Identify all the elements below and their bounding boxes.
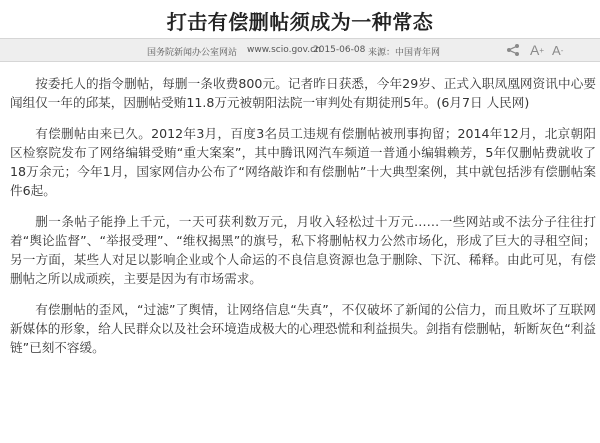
- article-paragraph: 有偿删帖的歪风，“过滤”了舆情，让网络信息“失真”，不仅破坏了新闻的公信力，而且败坏了互联网新媒体的形象，给人民群众以及社会环境造成极大的心理恐慌和利益损失。剑指有偿删帖，斩断灰色“利益链”已刻不容缓。: [10, 302, 596, 355]
- font-decrease-button[interactable]: [552, 43, 563, 58]
- source-organization: 国务院新闻办公室网站: [147, 48, 238, 58]
- plus-icon: +: [539, 45, 545, 55]
- article-meta-bar: [0, 38, 600, 62]
- source-url: www.scio.gov.cn: [247, 45, 321, 55]
- article-source: 来源：中国青年网: [368, 48, 441, 58]
- article-paragraph: 按委托人的指令删帖，每删一条收费800元。记者昨日获悉，今年29岁、正式入职凤凰网资讯中心要闻组仅一年的邱某，因删帖受贿11.8万元被朝阳法院一审判处有期徒刑5年。(6月7日 人民网): [10, 76, 596, 110]
- font-increase-label: A: [530, 42, 540, 58]
- publish-date: 2015-06-08: [313, 45, 366, 55]
- article-paragraph: 删一条帖子能挣上千元，一天可获利数万元，月收入轻松过十万元……一些网站或不法分子往往打着“舆论监督”、“举报受理”、“维权揭黑”的旗号，私下将删帖权力公然市场化，形成了巨大的寻租空间；另一方面，某些人对足以影响企业或个人命运的不良信息资源也急于删除、下沉、稀释。由此可见，有偿删帖之所以成顽疾，主要是因为有市场需求。: [10, 214, 596, 286]
- article-body: [10, 74, 596, 369]
- font-decrease-label: A: [552, 42, 561, 58]
- share-icon[interactable]: [506, 43, 520, 57]
- font-increase-button[interactable]: [530, 42, 544, 58]
- page-title: 打击有偿删帖须成为一种常态: [166, 10, 434, 34]
- article-paragraph: 有偿删帖由来已久。2012年3月，百度3名员工违规有偿删帖被刑事拘留；2014年12月，北京朝阳区检察院发布了网络编辑受贿“重大案案”，其中腾讯网汽车频道一普通小编辑赖芳，5年仅删帖费就收了18万余元；今年1月，国家网信办公布了“网络敲诈和有偿删帖”十大典型案例，其中就包括涉有偿删帖案件6起。: [10, 126, 596, 198]
- minus-icon: -: [560, 45, 564, 55]
- article-tools: [506, 41, 563, 59]
